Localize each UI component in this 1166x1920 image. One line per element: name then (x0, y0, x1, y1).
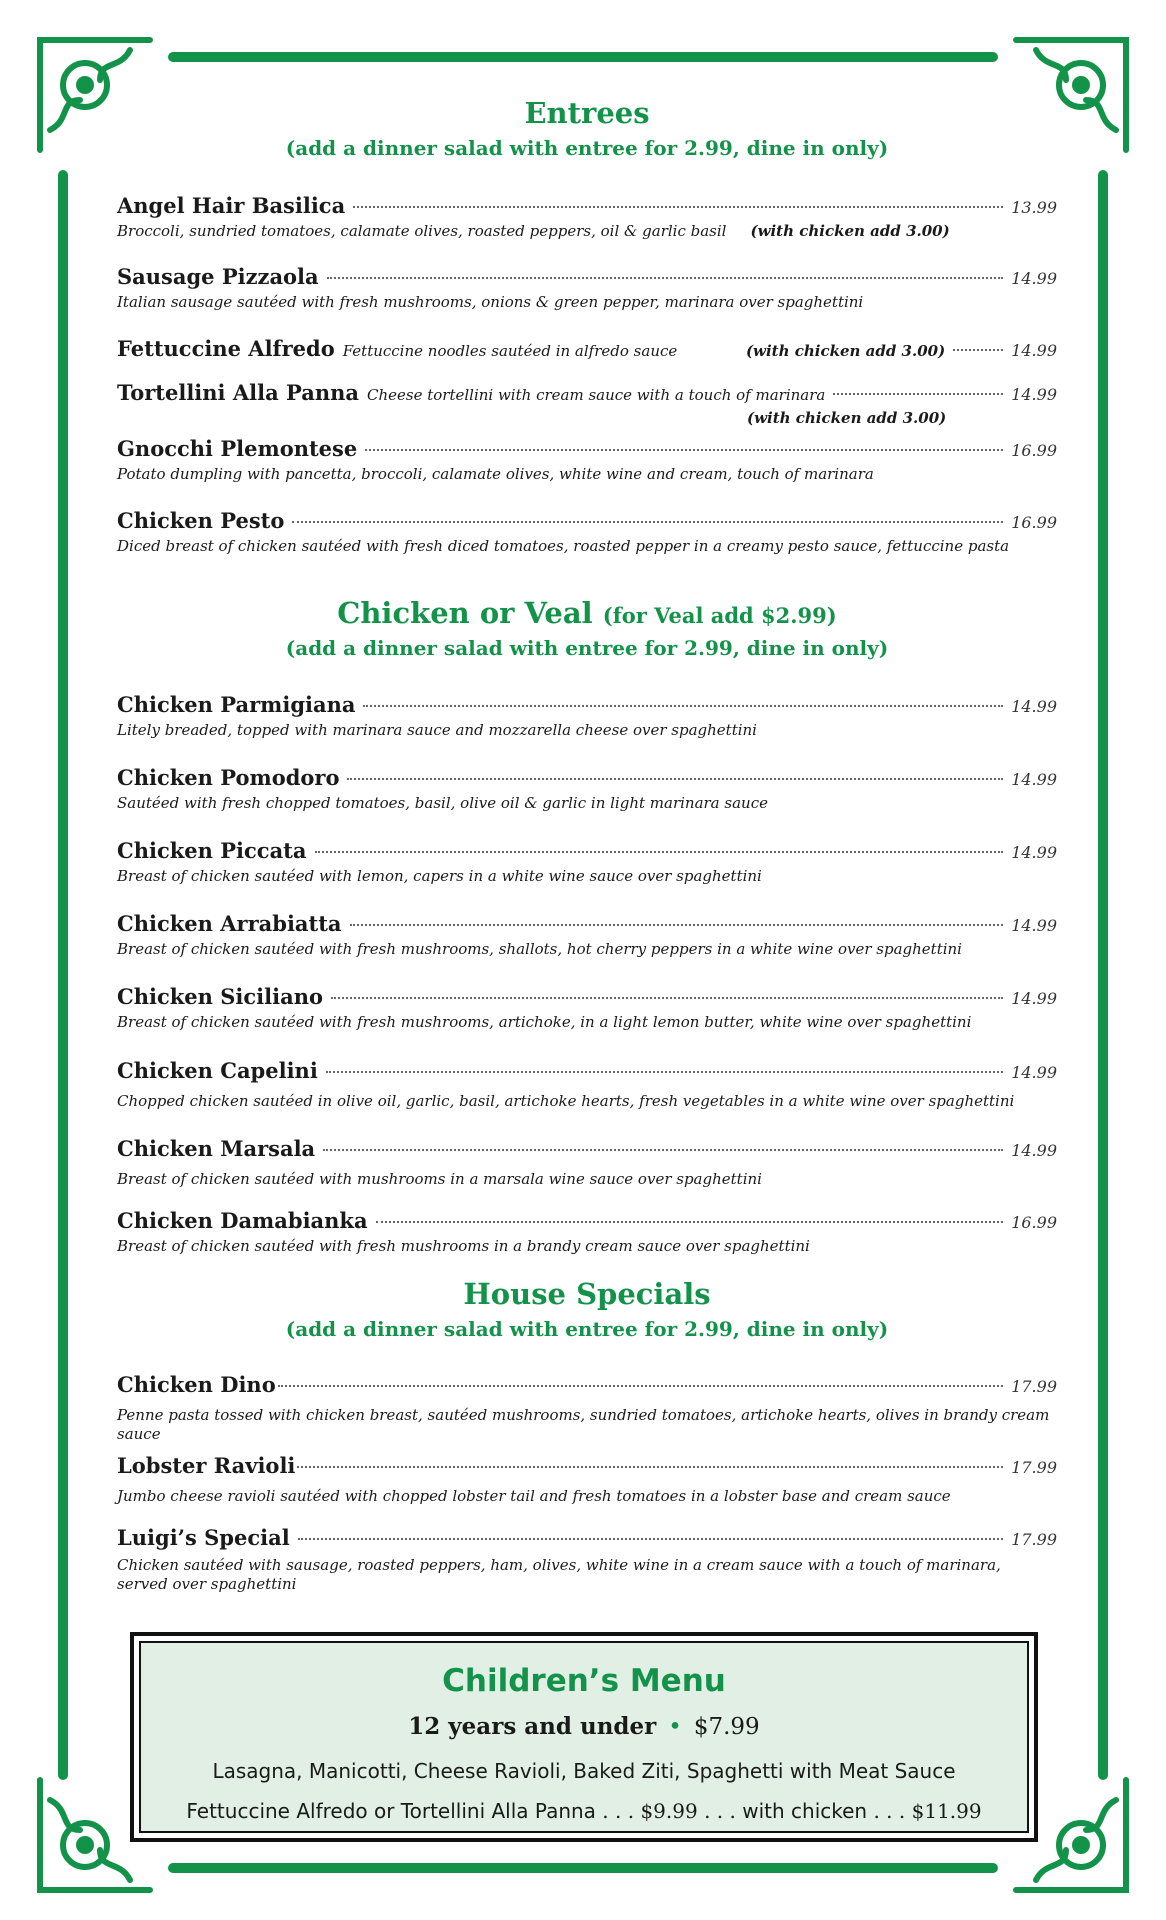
item-name: Tortellini Alla Panna (117, 380, 359, 405)
dot-leader (331, 997, 1003, 999)
dot-leader (298, 1538, 1004, 1540)
item-name: Luigi’s Special (117, 1525, 290, 1550)
dot-leader (315, 851, 1004, 853)
menu-item (117, 1136, 1057, 1189)
childrens-menu-items-line2: Fettuccine Alfredo or Tortellini Alla Panna . . . $9.99 . . . with chicken . . . $11.99 (186, 1799, 982, 1823)
item-name: Sausage Pizzaola (117, 264, 319, 289)
menu-item (117, 508, 1057, 556)
menu-item (117, 436, 1057, 484)
item-price: 14.99 (1011, 697, 1057, 716)
item-description: Breast of chicken sautéed with fresh mushrooms in a brandy cream sauce over spaghettini (117, 1237, 810, 1255)
section-title-chicken-veal: Chicken or Veal (for Veal add $2.99) (337, 596, 837, 630)
item-description: Breast of chicken sautéed with fresh mushrooms, shallots, hot cherry peppers in a white wine over spaghettini (117, 940, 962, 958)
section-title-house-specials: House Specials (463, 1277, 711, 1311)
item-name: Angel Hair Basilica (117, 193, 346, 218)
dot-leader (363, 705, 1003, 707)
item-name: Chicken Siciliano (117, 984, 323, 1009)
menu-item (117, 984, 1057, 1032)
item-name: Chicken Capelini (117, 1058, 318, 1083)
section-title-entrees: Entrees (524, 96, 650, 130)
item-description: Diced breast of chicken sautéed with fresh diced tomatoes, roasted pepper in a creamy pesto sauce, fettuccine pasta (117, 537, 1010, 555)
item-description: Sautéed with fresh chopped tomatoes, basil, olive oil & garlic in light marinara sauce (117, 794, 768, 812)
item-description: Jumbo cheese ravioli sautéed with chopped lobster tail and fresh tomatoes in a lobster base and cream sauce (117, 1487, 951, 1505)
dot-leader (327, 277, 1004, 279)
item-note: (with chicken add 3.00) (747, 409, 947, 427)
item-price: 13.99 (1011, 198, 1057, 217)
item-description: Breast of chicken sautéed with mushrooms in a marsala wine sauce over spaghettini (117, 1170, 762, 1188)
dot-leader (365, 449, 1003, 451)
item-name: Chicken Pesto (117, 508, 285, 533)
menu-item (117, 692, 1057, 740)
childrens-menu-title: Children’s Menu (442, 1663, 726, 1699)
item-price: 17.99 (1011, 1530, 1057, 1549)
border-bottom-bar (168, 1863, 998, 1873)
section-subtitle-chicken-veal: (add a dinner salad with entree for 2.99, dine in only) (285, 636, 889, 660)
item-description: Cheese tortellini with cream sauce with a touch of marinara (366, 386, 826, 404)
dot-leader (350, 924, 1004, 926)
dot-leader (323, 1149, 1003, 1151)
menu-item (117, 1525, 1057, 1594)
childrens-menu-items-line1: Lasagna, Manicotti, Cheese Ravioli, Baked Ziti, Spaghetti with Meat Sauce (212, 1759, 956, 1783)
menu-item (117, 264, 1057, 312)
dot-leader (278, 1385, 1003, 1387)
item-name: Gnocchi Plemontese (117, 436, 358, 461)
item-name: Lobster Ravioli (117, 1453, 296, 1478)
childrens-menu-box (130, 1632, 1038, 1842)
section-subtitle-entrees: (add a dinner salad with entree for 2.99, dine in only) (285, 136, 889, 160)
item-name: Chicken Marsala (117, 1136, 316, 1161)
menu-item (117, 911, 1057, 959)
dot-leader (953, 349, 1003, 351)
item-name: Fettuccine Alfredo (117, 336, 335, 361)
item-price: 14.99 (1011, 341, 1057, 360)
dot-leader (347, 778, 1003, 780)
border-left-bar (58, 170, 68, 1780)
item-price: 17.99 (1011, 1458, 1057, 1477)
item-description: Italian sausage sautéed with fresh mushrooms, onions & green pepper, marinara over spaghettini (117, 293, 864, 311)
border-right-bar (1098, 170, 1108, 1780)
item-description: Chicken sautéed with sausage, roasted peppers, ham, olives, white wine in a cream sauce with a touch of marinara, served over spaghettini (117, 1556, 1001, 1593)
item-note: (with chicken add 3.00) (745, 342, 946, 360)
item-name: Chicken Pomodoro (117, 765, 340, 790)
item-price: 16.99 (1011, 1213, 1057, 1232)
item-description: Chopped chicken sautéed in olive oil, garlic, basil, artichoke hearts, fresh vegetables in a white wine over spaghettini (117, 1092, 1015, 1110)
border-top-bar (168, 52, 998, 62)
bullet: • (668, 1714, 682, 1740)
dot-leader (297, 1466, 1003, 1468)
section-title-note: (for Veal add $2.99) (602, 603, 837, 628)
item-price: 14.99 (1011, 770, 1057, 789)
item-price: 17.99 (1011, 1377, 1057, 1396)
item-name: Chicken Damabianka (117, 1208, 368, 1233)
item-price: 14.99 (1011, 1141, 1057, 1160)
menu-item (117, 1058, 1057, 1111)
menu-item (117, 193, 1057, 241)
item-name: Chicken Piccata (117, 838, 307, 863)
dot-leader (833, 393, 1003, 395)
dot-leader (292, 521, 1003, 523)
dot-leader (353, 206, 1003, 208)
item-name: Chicken Parmigiana (117, 692, 356, 717)
item-price: 14.99 (1011, 989, 1057, 1008)
menu-item (117, 1372, 1057, 1444)
item-note: (with chicken add 3.00) (750, 222, 950, 240)
item-name: Chicken Dino (117, 1372, 276, 1397)
line2-chicken-price: $11.99 (911, 1799, 982, 1823)
item-description: Broccoli, sundried tomatoes, calamate olives, roasted peppers, oil & garlic basil (with chicken add 3.00) (117, 222, 950, 240)
item-price: 16.99 (1011, 441, 1057, 460)
menu-item (117, 1208, 1057, 1256)
menu-item (117, 838, 1057, 886)
item-name: Chicken Arrabiatta (117, 911, 342, 936)
item-description: Breast of chicken sautéed with fresh mushrooms, artichoke, in a light lemon butter, white wine over spaghettini (117, 1013, 972, 1031)
item-description: Potato dumpling with pancetta, broccoli, calamate olives, white wine and cream, touch of marinara (117, 465, 874, 483)
childrens-menu-price: $7.99 (693, 1714, 760, 1740)
item-price: 14.99 (1011, 269, 1057, 288)
item-price: 14.99 (1011, 916, 1057, 935)
item-price: 14.99 (1011, 843, 1057, 862)
dot-leader (376, 1221, 1004, 1223)
item-description: Breast of chicken sautéed with lemon, capers in a white wine sauce over spaghettini (117, 867, 762, 885)
item-price: 14.99 (1011, 385, 1057, 404)
dot-leader (326, 1071, 1003, 1073)
item-price: 16.99 (1011, 513, 1057, 532)
item-price: 14.99 (1011, 1063, 1057, 1082)
item-description: Penne pasta tossed with chicken breast, sautéed mushrooms, sundried tomatoes, artichoke hearts, olives in brandy cream sauce (117, 1406, 1050, 1443)
childrens-menu-age: 12 years and under • $7.99 (408, 1713, 760, 1740)
menu-item (117, 1453, 1057, 1506)
item-description: Litely breaded, topped with marinara sauce and mozzarella cheese over spaghettini (117, 721, 757, 739)
menu-item (117, 336, 1057, 361)
section-subtitle-house-specials: (add a dinner salad with entree for 2.99, dine in only) (285, 1317, 889, 1341)
menu-item (117, 380, 1057, 428)
line2-price: $9.99 (640, 1799, 698, 1823)
item-description: Fettuccine noodles sautéed in alfredo sauce (342, 342, 678, 360)
menu-item (117, 765, 1057, 813)
